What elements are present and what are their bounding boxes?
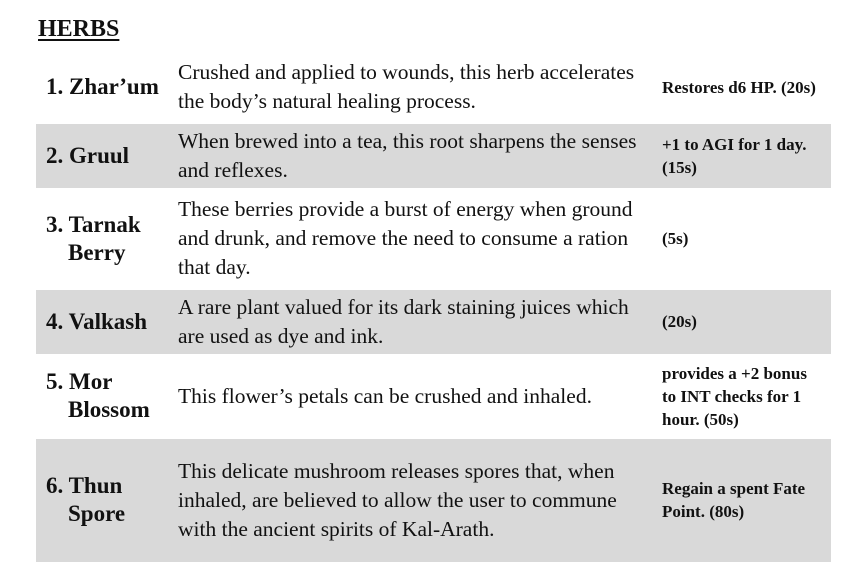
herb-description: These berries provide a burst of energy when ground and drunk, and remove the need to consume a ration that day.	[178, 197, 633, 279]
herb-name: 6. Thun Spore	[46, 473, 126, 526]
herb-name-cell	[36, 121, 168, 190]
herb-description: A rare plant valued for its dark staining juices which are used as dye and ink.	[178, 294, 629, 348]
herb-effect: Regain a spent Fate Point. (80s)	[662, 479, 806, 521]
herb-effect: (5s)	[662, 229, 689, 248]
herb-name-cell	[36, 436, 168, 564]
herb-row	[36, 56, 831, 121]
herb-effect: Restores d6 HP. (20s)	[662, 77, 816, 97]
herb-effect: +1 to AGI for 1 day. (15s)	[662, 134, 807, 177]
herb-name-cell	[36, 356, 168, 436]
page-title: HERBS	[38, 16, 120, 42]
herbs-table	[36, 56, 831, 567]
herb-name-cell	[36, 287, 168, 356]
herb-row	[36, 287, 831, 356]
herb-description: This flower’s petals can be crushed and inhaled.	[178, 383, 592, 408]
herb-name: 2. Gruul	[46, 142, 130, 168]
herb-row	[36, 436, 831, 564]
herb-name-cell	[36, 56, 168, 121]
herb-name: 5. Mor Blossom	[46, 369, 150, 422]
herb-effect: (20s)	[662, 312, 697, 331]
herb-row	[36, 190, 831, 287]
herbs-table-body	[36, 56, 831, 564]
herb-name: 4. Valkash	[46, 308, 148, 334]
herb-row	[36, 356, 831, 436]
herb-effect: provides a +2 bonus to INT checks for 1 hour. (50s)	[662, 363, 807, 429]
herb-description: When brewed into a tea, this root sharpens the senses and reflexes.	[178, 128, 637, 182]
herb-description: Crushed and applied to wounds, this herb accelerates the body’s natural healing process.	[178, 60, 635, 114]
herb-name: 1. Zhar’um	[46, 74, 159, 100]
herb-name-cell	[36, 190, 168, 287]
herb-description: This delicate mushroom releases spores that, when inhaled, are believed to allow the user to commune with the ancient spirits of Kal-Arath.	[178, 458, 617, 541]
herb-row	[36, 121, 831, 190]
herb-name: 3. Tarnak Berry	[46, 211, 141, 265]
